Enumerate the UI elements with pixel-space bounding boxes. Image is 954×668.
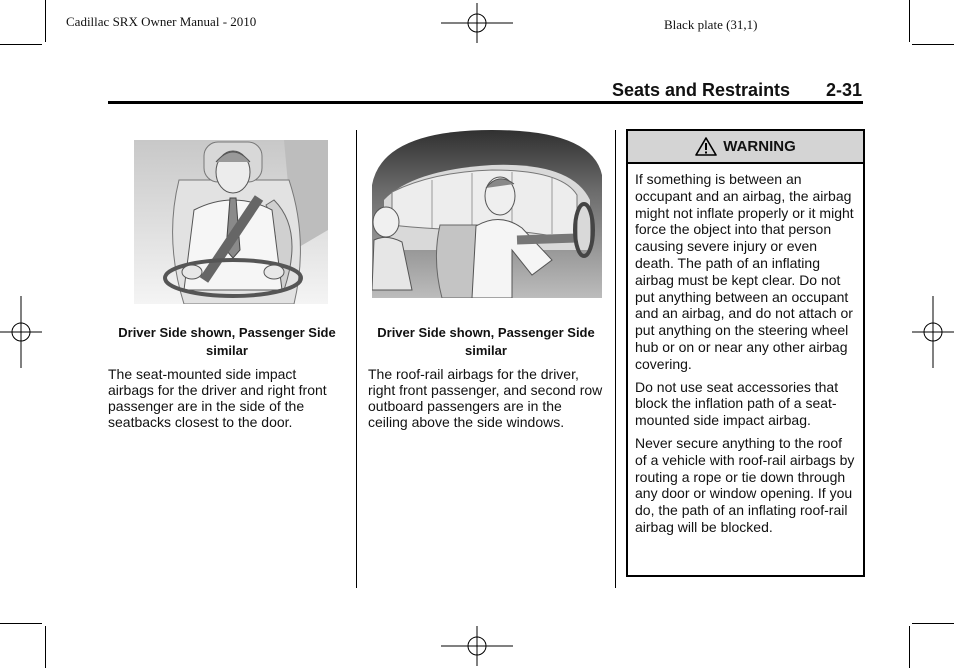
roof-rail-airbag-illustration (372, 130, 602, 298)
crop-mark (912, 44, 954, 45)
warning-triangle-icon (695, 137, 717, 156)
crop-mark (0, 623, 42, 624)
crop-mark (909, 0, 910, 42)
warning-body (628, 164, 863, 536)
crop-mark (45, 626, 46, 668)
document-title: Cadillac SRX Owner Manual - 2010 (66, 14, 257, 29)
section-title: Seats and Restraints (612, 80, 791, 100)
warning-paragraph: Never secure anything to the roof of a vehicle with roof-rail airbags by routing a rope or tie down through any door or window opening. If you do, the path of an inflating roof-rail airbag will be blocked. (635, 434, 855, 535)
column-divider (615, 130, 616, 588)
crop-mark (912, 623, 954, 624)
registration-mark-icon (0, 296, 42, 368)
crop-mark (909, 626, 910, 668)
seat-side-airbag-illustration (134, 140, 328, 304)
warning-title: WARNING (723, 138, 796, 155)
figure-caption: Driver Side shown, Passenger Side similar (377, 325, 595, 358)
crop-mark (0, 44, 42, 45)
plate-label: Black plate (31,1) (664, 17, 758, 32)
column-divider (356, 130, 357, 588)
body-paragraph: The seat-mounted side impact airbags for the driver and right front passenger are in the side of the seatbacks closest to the door. (108, 366, 327, 430)
header-rule (108, 101, 863, 104)
registration-mark-icon (441, 3, 513, 43)
warning-paragraph: Do not use seat accessories that block the inflation path of a seat-mounted side impact airbag. (635, 378, 839, 429)
registration-mark-icon (912, 296, 954, 368)
warning-paragraph: If something is between an occupant and an airbag, the airbag might not inflate properly or it might force the object into that person causing severe injury or even death. The path of an inflating airbag must be kept clear. Do not put anything between an occupant and an airbag, and do not attach or put anything on the steering wheel hub or on or near any other airbag covering. (635, 171, 854, 372)
page-number: 2-31 (826, 80, 863, 100)
body-paragraph: The roof-rail airbags for the driver, right front passenger, and second row outboard passengers are in the ceiling above the side windows. (368, 366, 603, 430)
crop-mark (45, 0, 46, 42)
registration-mark-icon (441, 626, 513, 666)
warning-header (628, 131, 863, 164)
warning-box (626, 129, 865, 577)
figure-caption: Driver Side shown, Passenger Side similar (118, 325, 336, 358)
